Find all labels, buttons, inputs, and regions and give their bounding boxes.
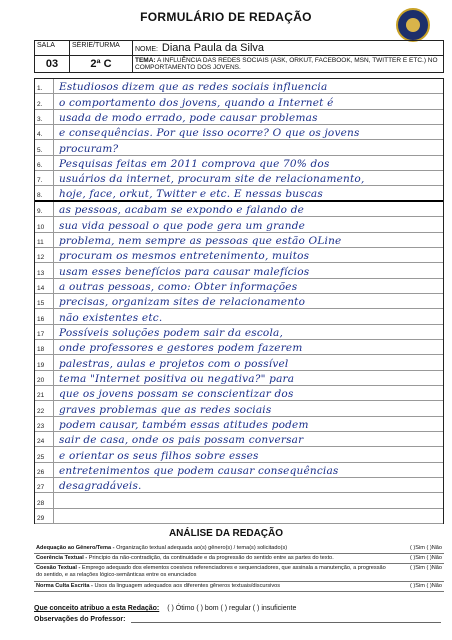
- line-number: 10: [37, 223, 45, 231]
- criterion-label: Adequação ao Gênero/Tema -: [36, 545, 115, 551]
- handwritten-text: sair de casa, onde os pais possam conversar: [59, 434, 304, 447]
- criterion-options[interactable]: ( )Sim ( )Não: [409, 545, 442, 551]
- handwritten-text: usada de modo errado, pode causar problemas: [59, 112, 318, 125]
- writing-line: [35, 478, 443, 493]
- handwritten-text: Estudiosos dizem que as redes sociais influencia: [59, 81, 328, 94]
- line-number: 17: [37, 330, 45, 338]
- handwritten-text: procuram?: [59, 142, 119, 155]
- handwritten-text: a outras pessoas, como: Obter informações: [59, 280, 298, 293]
- writing-line: [35, 340, 443, 355]
- tema-label: TEMA:: [135, 57, 156, 64]
- line-number: 23: [37, 423, 45, 431]
- form-title: FORMULÁRIO DE REDAÇÃO: [140, 10, 312, 24]
- line-number: 19: [37, 361, 45, 369]
- writing-sheet: [34, 78, 444, 524]
- header-table: [34, 40, 444, 73]
- writing-line: [35, 417, 443, 432]
- criterion-row: [34, 564, 444, 582]
- handwritten-text: usam esses benefícios para causar malefícios: [59, 265, 310, 278]
- handwritten-text: graves problemas que as redes sociais: [59, 403, 272, 416]
- writing-line: [35, 447, 443, 462]
- name-cell: [133, 41, 444, 56]
- writing-line: [35, 371, 443, 386]
- handwritten-text: onde professores e gestores podem fazerem: [59, 342, 303, 355]
- criterion-options[interactable]: ( )Sim ( )Não: [409, 565, 442, 571]
- nome-label: NOME:: [135, 46, 158, 53]
- sala-value: 03: [35, 56, 70, 73]
- line-number: 5.: [37, 146, 43, 154]
- concept-label: Que conceito atribuo a esta Redação:: [34, 605, 160, 612]
- handwritten-text: não existentes etc.: [59, 311, 163, 324]
- handwritten-text: problema, nem sempre as pessoas que estão OLine: [59, 234, 342, 247]
- writing-line: [35, 263, 443, 278]
- handwritten-text: entretenimentos que podem causar consequências: [59, 465, 339, 478]
- line-number: 13: [37, 269, 45, 277]
- writing-line: [35, 202, 443, 217]
- writing-line: [35, 233, 443, 248]
- criterion-row: [34, 582, 444, 592]
- writing-line: [35, 279, 443, 294]
- line-number: 1.: [37, 85, 43, 93]
- line-number: 2.: [37, 100, 43, 108]
- handwritten-text: o comportamento dos jovens, quando a Internet é: [59, 96, 334, 109]
- line-number: 28: [37, 499, 45, 507]
- line-number: 9.: [37, 208, 43, 216]
- line-number: 7.: [37, 177, 43, 185]
- line-number: 6.: [37, 162, 43, 170]
- handwritten-text: palestras, aulas e projetos com o possível: [59, 357, 289, 370]
- observacoes-row: [34, 615, 444, 623]
- writing-line: [35, 294, 443, 309]
- writing-line: [35, 110, 443, 125]
- tema-cell: [133, 56, 444, 73]
- criterion-text: Emprego adequado dos elementos coesivos referenciadores e sequenciadores, que assinala a manutenção, a progressão do sentido, e as relações lógico-semânticas entre os enunciados: [36, 565, 386, 578]
- writing-line: [35, 125, 443, 140]
- writing-line: [35, 94, 443, 109]
- criterion-label: Coesão Textual -: [36, 565, 81, 571]
- school-logo: [396, 8, 430, 42]
- handwritten-text: sua vida pessoal o que pode gera um grande: [59, 219, 306, 232]
- writing-line: [35, 79, 443, 94]
- criterion-options[interactable]: ( )Sim ( )Não: [409, 583, 442, 589]
- handwritten-text: procuram os mesmos entretenimento, muitos: [59, 250, 310, 263]
- criterion-row: [34, 544, 444, 554]
- handwritten-text: tema "Internet positiva ou negativa?" para: [59, 373, 295, 386]
- sala-label: SALA: [35, 41, 70, 56]
- writing-line: [35, 432, 443, 447]
- handwritten-text: podem causar, também essas atitudes podem: [59, 419, 309, 432]
- line-number: 15: [37, 300, 45, 308]
- line-number: 12: [37, 254, 45, 262]
- line-number: 18: [37, 346, 45, 354]
- handwritten-text: e consequências. Por que isso ocorre? O que os jovens: [59, 127, 360, 140]
- writing-line: [35, 156, 443, 171]
- writing-line: [35, 309, 443, 324]
- writing-line: [35, 325, 443, 340]
- concept-row: [34, 605, 444, 612]
- observacoes-label: Observações do Professor:: [34, 616, 126, 623]
- handwritten-text: Pesquisas feitas em 2011 comprova que 70% dos: [59, 158, 330, 171]
- writing-line: [35, 217, 443, 232]
- criterion-text: Princípio da não-contradição, da continuidade e da progressão do sentido entre as partes do texto.: [88, 555, 334, 561]
- analise-title: ANÁLISE DA REDAÇÃO: [168, 528, 284, 539]
- concept-options[interactable]: ( ) Ótimo ( ) bom ( ) regular ( ) insuficiente: [167, 605, 297, 612]
- handwritten-text: hoje, face, orkut, Twitter e etc. E nessas buscas: [59, 187, 323, 200]
- line-number: 20: [37, 377, 45, 385]
- writing-line: [35, 463, 443, 478]
- nome-value: Diana Paula da Silva: [161, 42, 265, 54]
- criterion-row: [34, 554, 444, 564]
- line-number: 24: [37, 438, 45, 446]
- handwritten-text: as pessoas, acabam se expondo e falando de: [59, 204, 305, 217]
- criterion-options[interactable]: ( )Sim ( )Não: [409, 555, 442, 561]
- line-number: 25: [37, 453, 45, 461]
- line-number: 16: [37, 315, 45, 323]
- line-number: 26: [37, 469, 45, 477]
- writing-line: [35, 401, 443, 416]
- handwritten-text: Possíveis soluções podem sair da escola,: [59, 326, 284, 339]
- writing-line: [35, 509, 443, 524]
- line-number: 29: [37, 515, 45, 523]
- handwritten-text: que os jovens possam se conscientizar dos: [59, 388, 294, 401]
- handwritten-text: precisas, organizam sites de relacionamento: [59, 296, 306, 309]
- line-number: 22: [37, 407, 45, 415]
- observacoes-line[interactable]: [131, 615, 441, 623]
- criterion-label: Coerência Textual -: [36, 555, 88, 561]
- writing-line: [35, 386, 443, 401]
- handwritten-text: desagradáveis.: [59, 480, 142, 493]
- handwritten-text: usuários da internet, procuram site de relacionamento,: [59, 173, 365, 186]
- serie-value: 2ª C: [70, 56, 133, 73]
- serie-label: SÉRIE/TURMA: [70, 41, 133, 56]
- handwritten-text: e orientar os seus filhos sobre esses: [59, 449, 259, 462]
- criterion-text: Usos da linguagem adequados aos diferentes gêneros textuais/discursivos: [94, 583, 281, 589]
- writing-line: [35, 171, 443, 186]
- writing-line: [35, 140, 443, 155]
- writing-line: [35, 186, 443, 201]
- writing-line: [35, 355, 443, 370]
- criterion-text: Organização textual adequada ao(s) gênero(s) / tema(s) solicitado(s): [116, 545, 288, 551]
- writing-line: [35, 493, 443, 508]
- line-number: 3.: [37, 116, 43, 124]
- line-number: 4.: [37, 131, 43, 139]
- line-number: 14: [37, 284, 45, 292]
- writing-line: [35, 248, 443, 263]
- tema-value: A INFLUÊNCIA DAS REDES SOCIAIS (ASK, ORKUT, FACEBOOK, MSN, TWITTER E ETC.) NO COMPORTAMENTO DOS JOVENS.: [135, 57, 438, 71]
- line-number: 8.: [37, 191, 43, 199]
- line-number: 27: [37, 484, 45, 492]
- criterion-label: Norma Culta Escrita -: [36, 583, 93, 589]
- line-number: 21: [37, 392, 45, 400]
- line-number: 11: [37, 238, 44, 246]
